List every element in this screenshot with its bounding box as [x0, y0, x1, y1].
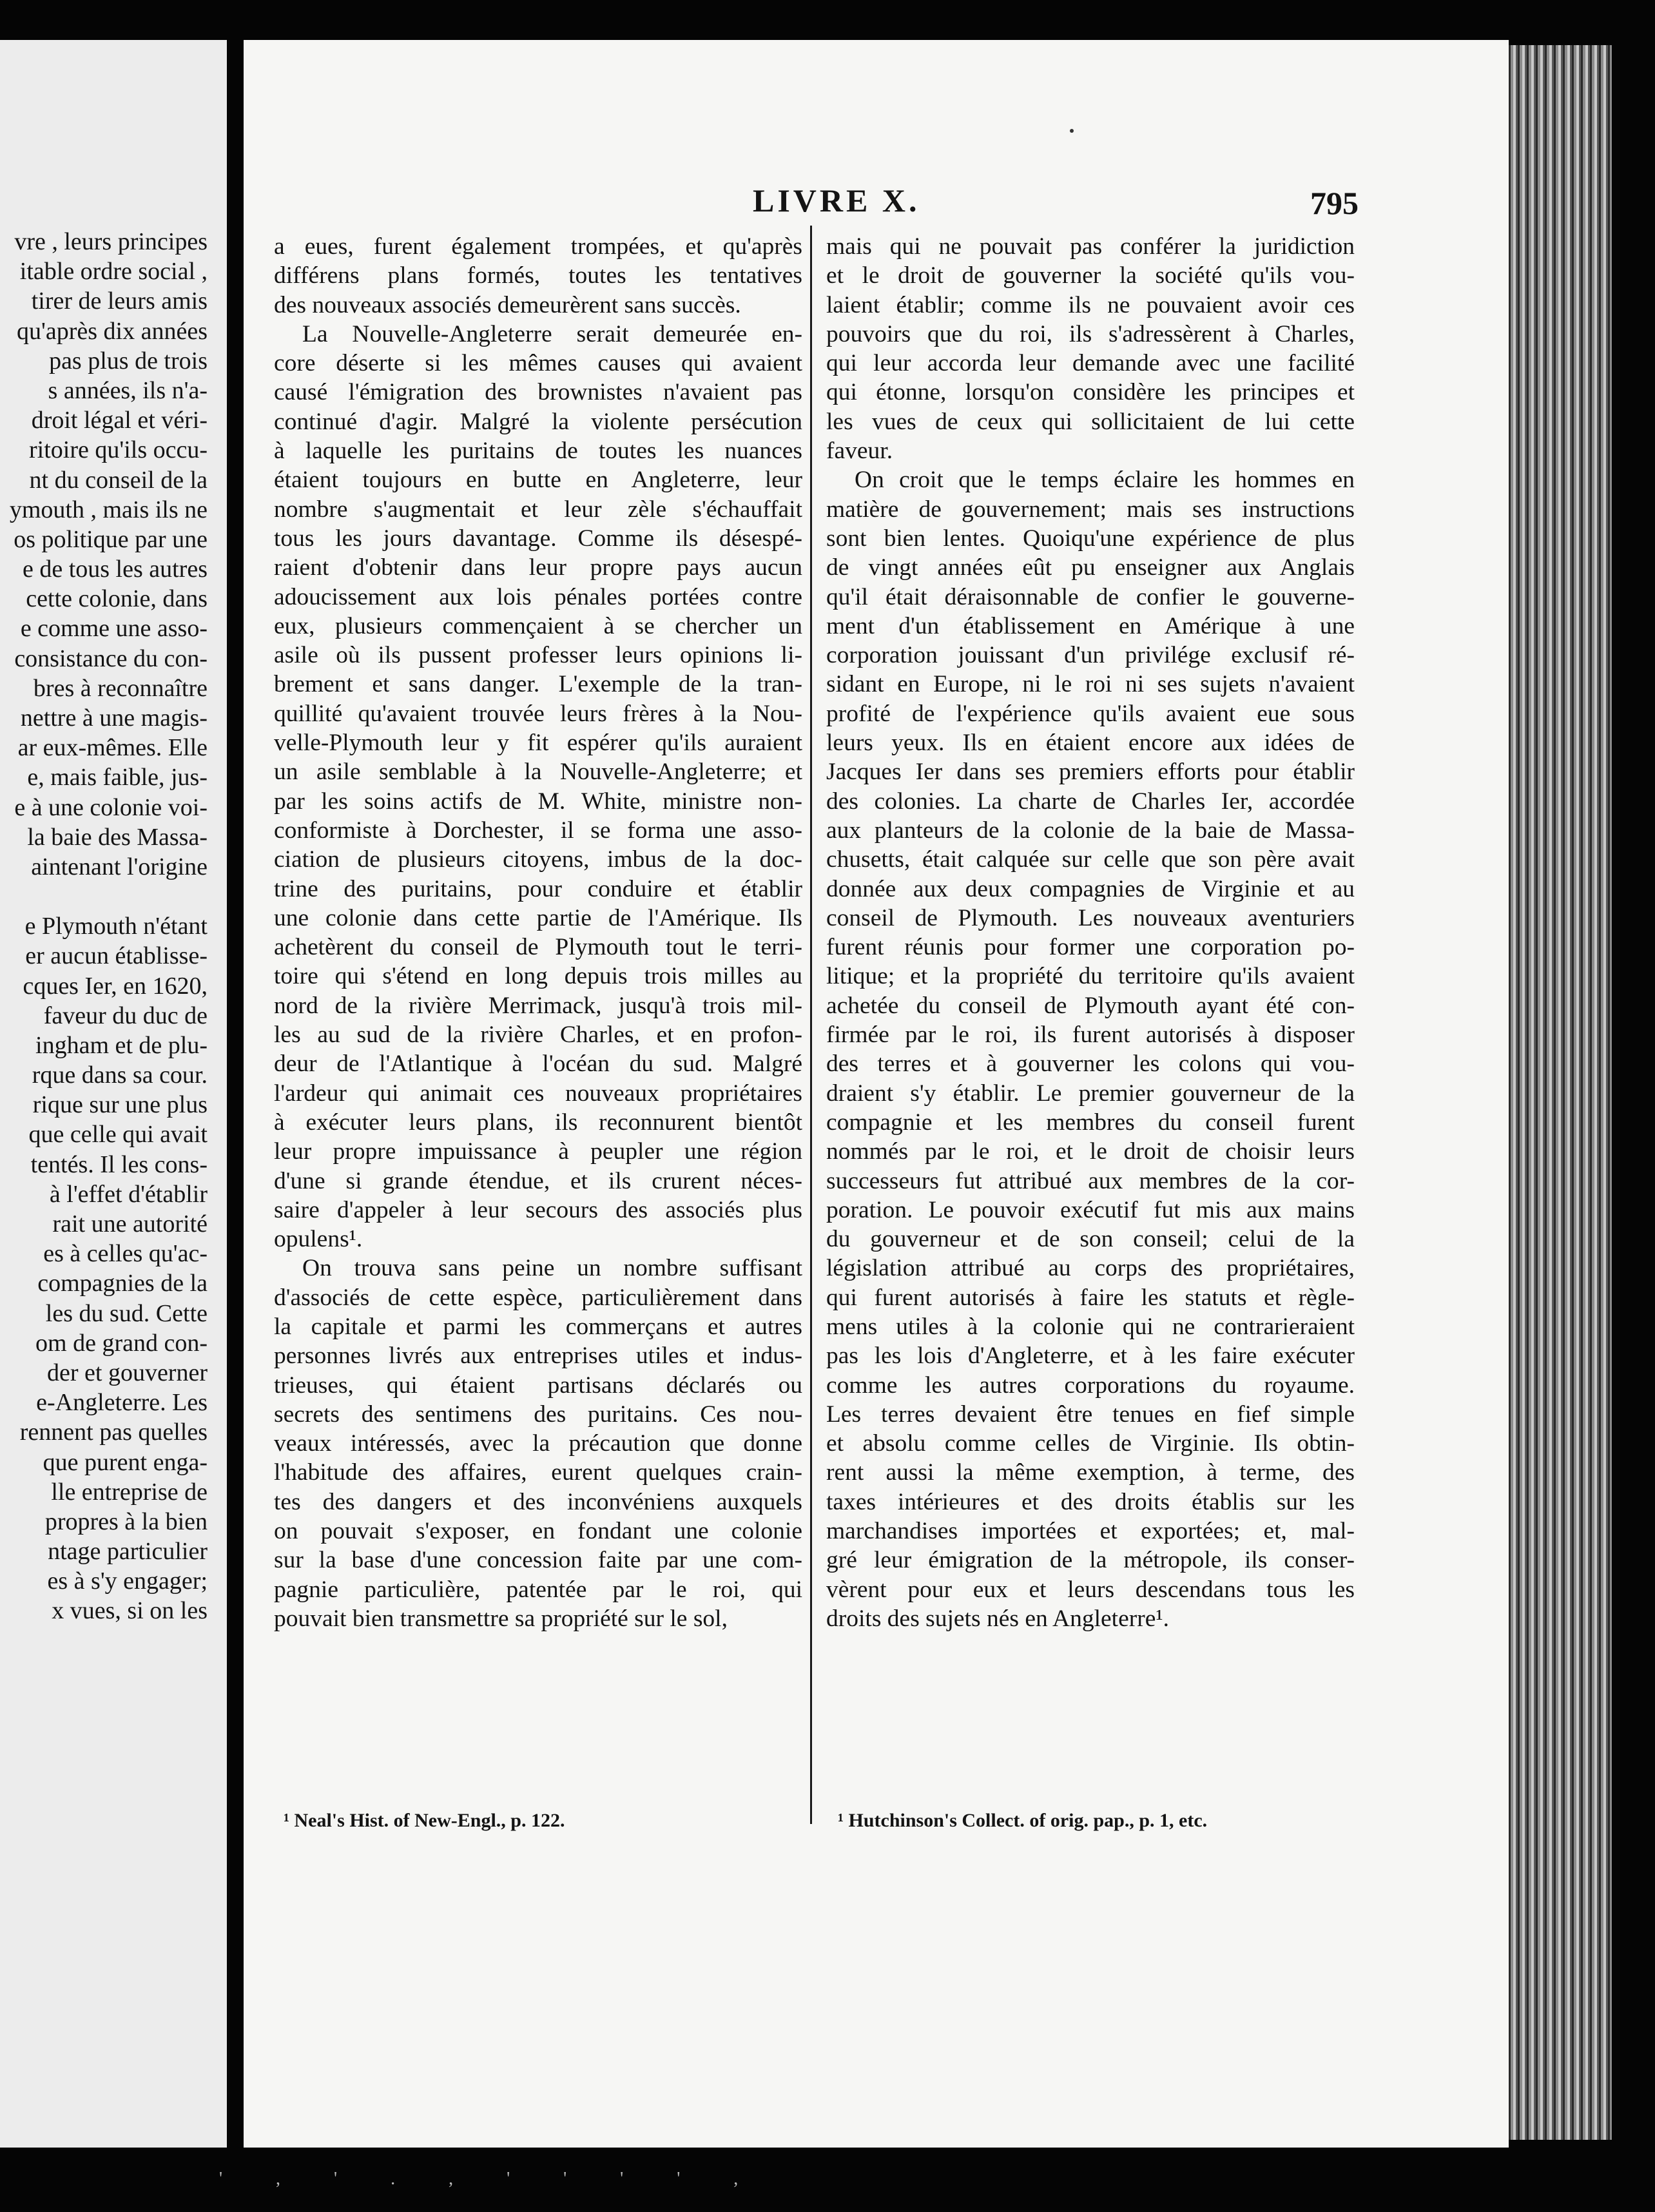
text-line: saire d'appeler à leur secours des associés plus [274, 1196, 802, 1223]
text-line: les vues de ceux qui sollicitaient de lui cette [826, 408, 1355, 435]
text-line: conformiste à Dorchester, il se forma une asso- [274, 817, 802, 844]
text-line: l'habitude des affaires, eurent quelques crain- [274, 1459, 802, 1486]
left-page-line: rait une autorité [52, 1210, 208, 1237]
scan-specks: ' , ' . , ' ' ' ' , [219, 2169, 763, 2189]
text-line: faveur. [826, 438, 893, 465]
text-line: nommés par le roi, et le droit de choisir leurs [826, 1138, 1355, 1165]
text-line: sidant en Europe, ni le roi ni ses sujets n'avaient [826, 671, 1355, 698]
facing-left-page [0, 40, 227, 2148]
text-line: compagnie et les membres du conseil furent [826, 1109, 1355, 1136]
text-line: sur la base d'une concession faite par une com- [274, 1547, 802, 1574]
left-page-line: nt du conseil de la [29, 466, 208, 494]
speck-dot [1070, 129, 1074, 133]
left-page-line: s années, ils n'a- [48, 376, 208, 404]
text-line: poration. Le pouvoir exécutif fut mis aux mains [826, 1196, 1355, 1223]
left-page-line: om de grand con- [35, 1329, 208, 1357]
left-page-line: pas plus de trois [49, 347, 208, 374]
text-line: deur de l'Atlantique à l'océan du sud. Malgré [274, 1051, 802, 1078]
text-line: leurs yeux. Ils en étaient encore aux idées de [826, 730, 1355, 757]
left-page-line: aintenant l'origine [31, 853, 208, 880]
left-page-line: e à une colonie voi- [14, 793, 208, 821]
text-line: tes des dangers et des inconvéniens auxquels [274, 1488, 802, 1515]
text-line: leur propre impuissance à peupler une région [274, 1138, 802, 1165]
text-line: qu'il était déraisonnable de confier le gouverne- [826, 583, 1355, 610]
footnote-right: ¹ Hutchinson's Collect. of orig. pap., p. 1, etc. [838, 1810, 1208, 1831]
left-page-line: propres à la bien [44, 1508, 208, 1535]
text-line: achetèrent du conseil de Plymouth tout le terri- [274, 934, 802, 961]
text-line: On trouva sans peine un nombre suffisant [302, 1255, 802, 1282]
text-line: a eues, furent également trompées, et qu'après [274, 233, 802, 260]
left-page-line: es à celles qu'ac- [43, 1240, 208, 1268]
text-line: litique; et la propriété du territoire qu'ils avaient [826, 963, 1355, 990]
text-line: différens plans formés, toutes les tentatives [274, 262, 802, 289]
text-line: Jacques Ier dans ses premiers efforts pour établir [826, 759, 1355, 786]
text-line: d'associés de cette espèce, particulièrement dans [274, 1284, 802, 1311]
text-column-right [826, 232, 1355, 1633]
left-page-line: ymouth , mais ils ne [9, 496, 208, 523]
left-page-text [0, 227, 208, 1626]
text-line: continué d'agir. Malgré la violente persécution [274, 408, 802, 435]
left-page-line: vre , leurs principes [14, 228, 208, 255]
text-line: qui furent autorisés à faire les statuts et règle- [826, 1284, 1355, 1311]
left-page-line: e-Angleterre. Les [36, 1389, 208, 1417]
text-line: veaux intéressés, avec la précaution que donne [274, 1430, 802, 1457]
text-line: core déserte si les mêmes causes qui avaient [274, 350, 802, 377]
left-page-line: faveur du duc de [43, 1002, 208, 1029]
left-page-line: der et gouverner [47, 1359, 208, 1386]
text-line: trine des puritains, pour conduire et établir [274, 875, 802, 902]
left-page-line: ntage particulier [48, 1538, 208, 1566]
text-line: de vingt années eût pu enseigner aux Anglais [826, 554, 1355, 581]
text-line: des colonies. La charte de Charles Ier, accordée [826, 788, 1355, 815]
text-line: un asile semblable à la Nouvelle-Angleterre; et [274, 759, 802, 786]
text-line: On croit que le temps éclaire les hommes en [855, 467, 1355, 494]
left-page-line: os politique par une [14, 525, 208, 553]
text-line: pouvait bien transmettre sa propriété sur le sol, [274, 1605, 728, 1632]
text-column-left [274, 232, 802, 1633]
left-page-line: qu'après dix années [17, 317, 208, 345]
page-edge-stack [1509, 45, 1612, 2140]
left-page-line: rque dans sa cour. [32, 1062, 208, 1089]
text-line: d'une si grande étendue, et ils crurent néces- [274, 1167, 802, 1194]
text-line: successeurs fut attribué aux membres de la cor- [826, 1167, 1355, 1194]
left-page-line: les du sud. Cette [45, 1299, 208, 1327]
left-page-line: es à s'y engager; [47, 1567, 208, 1595]
text-line: ciation de plusieurs citoyens, imbus de la doc- [274, 846, 802, 873]
text-line: on pouvait s'exposer, en fondant une colonie [274, 1518, 802, 1545]
left-page-line: lle entreprise de [51, 1478, 208, 1506]
text-line: les au sud de la rivière Charles, et en profon- [274, 1022, 802, 1049]
left-page-line: ar eux-mêmes. Elle [17, 734, 208, 762]
text-line: mens utiles à la colonie qui ne contrarieraient [826, 1313, 1355, 1340]
left-page-line: droit légal et véri- [31, 407, 208, 434]
text-line: marchandises importées et exportées; et, mal- [826, 1518, 1355, 1545]
text-line: des terres et à gouverner les colons qui vou- [826, 1051, 1355, 1078]
left-page-line: cques Ier, en 1620, [23, 972, 208, 1000]
column-divider [810, 226, 812, 1824]
text-line: droits des sujets nés en Angleterre¹. [826, 1605, 1169, 1632]
text-line: et absolu comme celles de Virginie. Ils obtin- [826, 1430, 1355, 1457]
text-line: conseil de Plymouth. Les nouveaux aventuriers [826, 904, 1355, 931]
text-line: la capitale et parmi les commerçans et autres [274, 1313, 802, 1340]
text-line: adoucissement aux lois pénales portées contre [274, 583, 802, 610]
footnote-left: ¹ Neal's Hist. of New-Engl., p. 122. [284, 1810, 565, 1831]
left-page-line: er aucun établisse- [25, 942, 208, 970]
text-line: secrets des sentimens des puritains. Ces nou- [274, 1401, 802, 1428]
text-line: profité de l'expérience qu'ils avaient eue sous [826, 700, 1355, 727]
text-line: donnée aux deux compagnies de Virginie et au [826, 875, 1355, 902]
text-line: quillité qu'avaient trouvée leurs frères à la Nou- [274, 700, 802, 727]
text-line: pouvoirs que du roi, ils s'adressèrent à Charles, [826, 320, 1355, 347]
text-line: achetée du conseil de Plymouth ayant été con- [826, 992, 1355, 1019]
text-line: étaient toujours en butte en Angleterre, leur [274, 467, 802, 494]
text-line: législation attribué au corps des propriétaires, [826, 1255, 1355, 1282]
text-line: l'ardeur qui animait ces nouveaux propriétaires [274, 1080, 802, 1107]
text-line: ment d'un établissement en Amérique à une [826, 612, 1355, 639]
text-line: tous les jours davantage. Comme ils désespé- [274, 525, 802, 552]
text-line: vèrent pour eux et leurs descendans tous les [826, 1576, 1355, 1603]
text-line: comme les autres corporations du royaume. [826, 1372, 1355, 1399]
text-line: une colonie dans cette partie de l'Amérique. Ils [274, 904, 802, 931]
left-page-line: x vues, si on les [52, 1597, 208, 1625]
text-line: laient établir; comme ils ne pouvaient avoir ces [826, 291, 1355, 318]
left-page-line: consistance du con- [14, 645, 208, 672]
text-line: Les terres devaient être tenues en fief simple [826, 1401, 1355, 1428]
text-line: eux, plusieurs commençaient à se chercher un [274, 612, 802, 639]
left-page-line: e, mais faible, jus- [27, 764, 208, 791]
text-line: corporation jouissant d'un privilége exclusif ré- [826, 642, 1355, 669]
text-line: La Nouvelle-Angleterre serait demeurée en- [302, 320, 802, 347]
text-line: aux planteurs de la colonie de la baie de Massa- [826, 817, 1355, 844]
text-line: asile où ils pussent professer leurs opinions li- [274, 642, 802, 669]
left-page-line: que purent enga- [43, 1448, 208, 1476]
left-page-line: ritoire qu'ils occu- [29, 436, 208, 464]
text-line: et le droit de gouverner la société qu'ils vou- [826, 262, 1355, 289]
text-line: par les soins actifs de M. White, ministre non- [274, 788, 802, 815]
left-page-line: que celle qui avait [28, 1121, 208, 1149]
text-line: raient d'obtenir dans leur propre pays aucun [274, 554, 802, 581]
text-line: chusetts, était calquée sur celle que son père avait [826, 846, 1355, 873]
text-line: pagnie particulière, patentée par le roi, qui [274, 1576, 802, 1603]
left-page-line: la baie des Massa- [27, 823, 208, 851]
left-page-line: compagnies de la [37, 1270, 208, 1297]
left-page-line [0, 882, 208, 911]
text-line: opulens¹. [274, 1226, 363, 1253]
text-line: pas les lois d'Angleterre, et à les faire exécuter [826, 1343, 1355, 1370]
left-page-line: e comme une asso- [20, 615, 208, 643]
left-page-line: ingham et de plu- [35, 1031, 208, 1059]
text-line: sont bien lentes. Quoiqu'une expérience de plus [826, 525, 1355, 552]
left-page-line: tirer de leurs amis [31, 287, 208, 315]
text-line: rent aussi la même exemption, à terme, des [826, 1459, 1355, 1486]
left-page-line: nettre à une magis- [20, 704, 208, 732]
text-line: à laquelle les puritains de toutes les nuances [274, 438, 802, 465]
text-line: brement et sans danger. L'exemple de la tran- [274, 671, 802, 698]
left-page-line: bres à reconnaître [33, 674, 208, 702]
text-line: mais qui ne pouvait pas conférer la juridiction [826, 233, 1355, 260]
text-line: personnes livrés aux entreprises utiles et indus- [274, 1343, 802, 1370]
left-page-line: à l'effet d'établir [49, 1180, 208, 1208]
left-page-line: tentés. Il les cons- [30, 1150, 208, 1178]
text-line: du gouverneur et de son conseil; celui de la [826, 1226, 1355, 1253]
text-line: draient s'y établir. Le premier gouverneur de la [826, 1080, 1355, 1107]
text-line: gré leur émigration de la métropole, ils conser- [826, 1547, 1355, 1574]
text-line: à exécuter leurs plans, ils reconnurent bientôt [274, 1109, 802, 1136]
left-page-line: e de tous les autres [22, 556, 208, 583]
text-line: des nouveaux associés demeurèrent sans succès. [274, 291, 741, 318]
left-page-line: rennent pas quelles [19, 1419, 208, 1446]
text-line: matière de gouvernement; mais ses instructions [826, 496, 1355, 523]
text-line: taxes intérieures et des droits établis sur les [826, 1488, 1355, 1515]
left-page-line: itable ordre social , [19, 258, 208, 286]
text-line: firmée par le roi, ils furent autorisés à disposer [826, 1022, 1355, 1049]
text-line: causé l'émigration des brownistes n'avaient pas [274, 379, 802, 406]
text-line: nord de la rivière Merrimack, jusqu'à trois mil- [274, 992, 802, 1019]
text-line: toire qui s'étend en long depuis trois milles au [274, 963, 802, 990]
running-title: LIVRE X. [753, 182, 920, 218]
text-line: qui leur accorda leur demande avec une facilité [826, 350, 1355, 377]
left-page-line: cette colonie, dans [26, 585, 208, 613]
text-line: furent réunis pour former une corporation po- [826, 934, 1355, 961]
text-line: velle-Plymouth leur y fit espérer qu'ils auraient [274, 730, 802, 757]
text-line: trieuses, qui étaient partisans déclarés ou [274, 1372, 802, 1399]
text-line: nombre s'augmentait et leur zèle s'échauffait [274, 496, 802, 523]
left-page-line: rique sur une plus [32, 1091, 208, 1119]
text-line: qui étonne, lorsqu'on considère les principes et [826, 379, 1355, 406]
page-number: 795 [1310, 185, 1359, 221]
left-page-line: e Plymouth n'étant [24, 913, 208, 940]
